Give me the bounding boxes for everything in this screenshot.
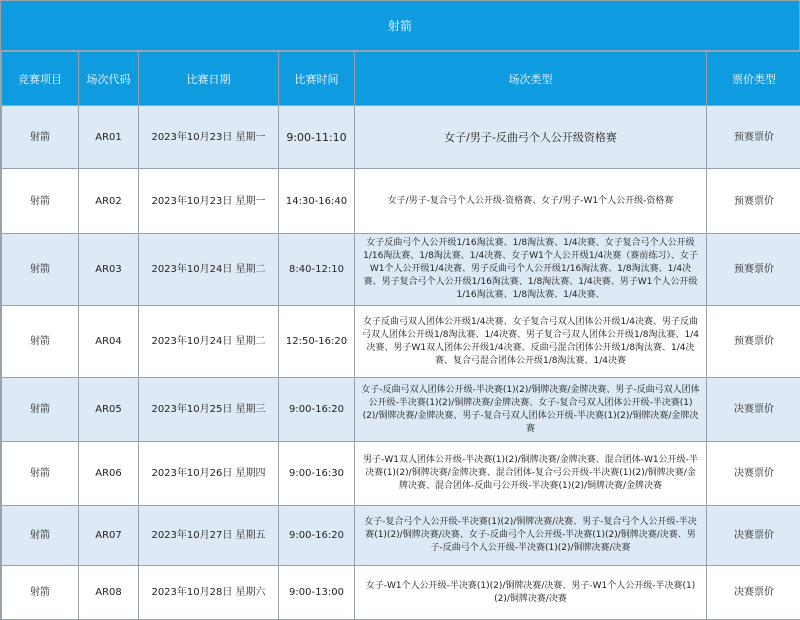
cell-price: 决赛票价 bbox=[707, 442, 800, 506]
cell-price: 决赛票价 bbox=[707, 566, 800, 620]
cell-date: 2023年10月27日 星期五 bbox=[139, 506, 279, 566]
cell-type: 男子-W1双人团体公开级-半决赛(1)(2)/铜牌决赛/金牌决赛、混合团体-W1公开级-半决赛(1)(2)/铜牌决赛/金牌决赛、混合团体-复合弓公开级-半决赛(1)(2)/铜牌决赛/金牌决赛、混合团体-反曲弓公开级-半决赛(1)(2)/铜牌决赛/金牌决赛 bbox=[355, 442, 707, 506]
header-type: 场次类型 bbox=[355, 52, 707, 106]
header-date: 比赛日期 bbox=[139, 52, 279, 106]
cell-type: 女子/男子-反曲弓个人公开级资格赛 bbox=[355, 106, 707, 169]
cell-code: AR01 bbox=[79, 106, 139, 169]
cell-price: 预赛票价 bbox=[707, 169, 800, 234]
cell-date: 2023年10月28日 星期六 bbox=[139, 566, 279, 620]
cell-price: 预赛票价 bbox=[707, 234, 800, 306]
cell-price: 预赛票价 bbox=[707, 306, 800, 378]
cell-code: AR03 bbox=[79, 234, 139, 306]
cell-date: 2023年10月24日 星期二 bbox=[139, 306, 279, 378]
table-row bbox=[2, 378, 800, 442]
cell-code: AR06 bbox=[79, 442, 139, 506]
cell-code: AR05 bbox=[79, 378, 139, 442]
cell-date: 2023年10月25日 星期三 bbox=[139, 378, 279, 442]
cell-code: AR08 bbox=[79, 566, 139, 620]
schedule-table bbox=[1, 51, 800, 620]
cell-time: 9:00-11:10 bbox=[279, 106, 355, 169]
cell-event: 射箭 bbox=[2, 169, 79, 234]
table-row bbox=[2, 106, 800, 169]
cell-time: 9:00-16:20 bbox=[279, 506, 355, 566]
table-row bbox=[2, 442, 800, 506]
header-price: 票价类型 bbox=[707, 52, 800, 106]
cell-date: 2023年10月24日 星期二 bbox=[139, 234, 279, 306]
cell-event: 射箭 bbox=[2, 234, 79, 306]
cell-type: 女子-W1个人公开级-半决赛(1)(2)/铜牌决赛/决赛、男子-W1个人公开级-半决赛(1)(2)/铜牌决赛/决赛 bbox=[355, 566, 707, 620]
table-row bbox=[2, 169, 800, 234]
cell-code: AR07 bbox=[79, 506, 139, 566]
cell-type: 女子反曲弓双人团体公开级1/4决赛、女子复合弓双人团体公开级1/4决赛、男子反曲弓双人团体公开级1/8淘汰赛、1/4决赛、男子复合弓双人团体公开级1/8淘汰赛、1/4决赛、男子W1双人团体公开级1/4决赛、反曲弓混合团体公开级1/8淘汰赛、1/4决赛、复合弓混合团体公开级1/8淘汰赛、1/4决赛 bbox=[355, 306, 707, 378]
cell-price: 决赛票价 bbox=[707, 378, 800, 442]
table-row bbox=[2, 506, 800, 566]
cell-event: 射箭 bbox=[2, 306, 79, 378]
header-code: 场次代码 bbox=[79, 52, 139, 106]
table-row bbox=[2, 306, 800, 378]
table-row bbox=[2, 234, 800, 306]
sheet-title: 射箭 bbox=[1, 1, 800, 51]
cell-type: 女子反曲弓个人公开级1/16淘汰赛、1/8淘汰赛、1/4决赛、女子复合弓个人公开级1/16淘汰赛、1/8淘汰赛、1/4决赛、女子W1个人公开级1/4决赛（赛前练习）、女子W1个人公开级1/4决赛、男子反曲弓个人公开级1/16淘汰赛、1/8淘汰赛、1/4决赛、男子复合弓个人公开级1/16淘汰赛、1/8淘汰赛、1/4决赛、男子W1个人公开级1/16淘汰赛、1/8淘汰赛、1/4决赛、 bbox=[355, 234, 707, 306]
cell-time: 9:00-16:30 bbox=[279, 442, 355, 506]
cell-date: 2023年10月23日 星期一 bbox=[139, 106, 279, 169]
cell-event: 射箭 bbox=[2, 506, 79, 566]
cell-date: 2023年10月23日 星期一 bbox=[139, 169, 279, 234]
cell-event: 射箭 bbox=[2, 106, 79, 169]
cell-type: 女子-复合弓个人公开级-半决赛(1)(2)/铜牌决赛/决赛、男子-复合弓个人公开级-半决赛(1)(2)/铜牌决赛/决赛、女子-反曲弓个人公开级-半决赛(1)(2)/铜牌决赛/决赛、男子-反曲弓个人公开级-半决赛(1)(2)/铜牌决赛/决赛 bbox=[355, 506, 707, 566]
cell-time: 8:40-12:10 bbox=[279, 234, 355, 306]
cell-time: 14:30-16:40 bbox=[279, 169, 355, 234]
table-row bbox=[2, 566, 800, 620]
cell-time: 12:50-16:20 bbox=[279, 306, 355, 378]
cell-code: AR02 bbox=[79, 169, 139, 234]
header-row bbox=[2, 52, 800, 106]
cell-price: 决赛票价 bbox=[707, 506, 800, 566]
header-event: 竞赛项目 bbox=[2, 52, 79, 106]
cell-time: 9:00-16:20 bbox=[279, 378, 355, 442]
cell-event: 射箭 bbox=[2, 378, 79, 442]
cell-code: AR04 bbox=[79, 306, 139, 378]
cell-time: 9:00-13:00 bbox=[279, 566, 355, 620]
cell-price: 预赛票价 bbox=[707, 106, 800, 169]
cell-type: 女子/男子-复合弓个人公开级-资格赛、女子/男子-W1个人公开级-资格赛 bbox=[355, 169, 707, 234]
cell-date: 2023年10月26日 星期四 bbox=[139, 442, 279, 506]
cell-type: 女子-反曲弓双人团体公开级-半决赛(1)(2)/铜牌决赛/金牌决赛、男子-反曲弓双人团体公开级-半决赛(1)(2)/铜牌决赛/金牌决赛、女子-复合弓双人团体公开级-半决赛(1)(2)/铜牌决赛/金牌决赛、男子-复合弓双人团体公开级-半决赛(1)(2)/铜牌决赛/金牌决赛 bbox=[355, 378, 707, 442]
cell-event: 射箭 bbox=[2, 566, 79, 620]
cell-event: 射箭 bbox=[2, 442, 79, 506]
header-time: 比赛时间 bbox=[279, 52, 355, 106]
